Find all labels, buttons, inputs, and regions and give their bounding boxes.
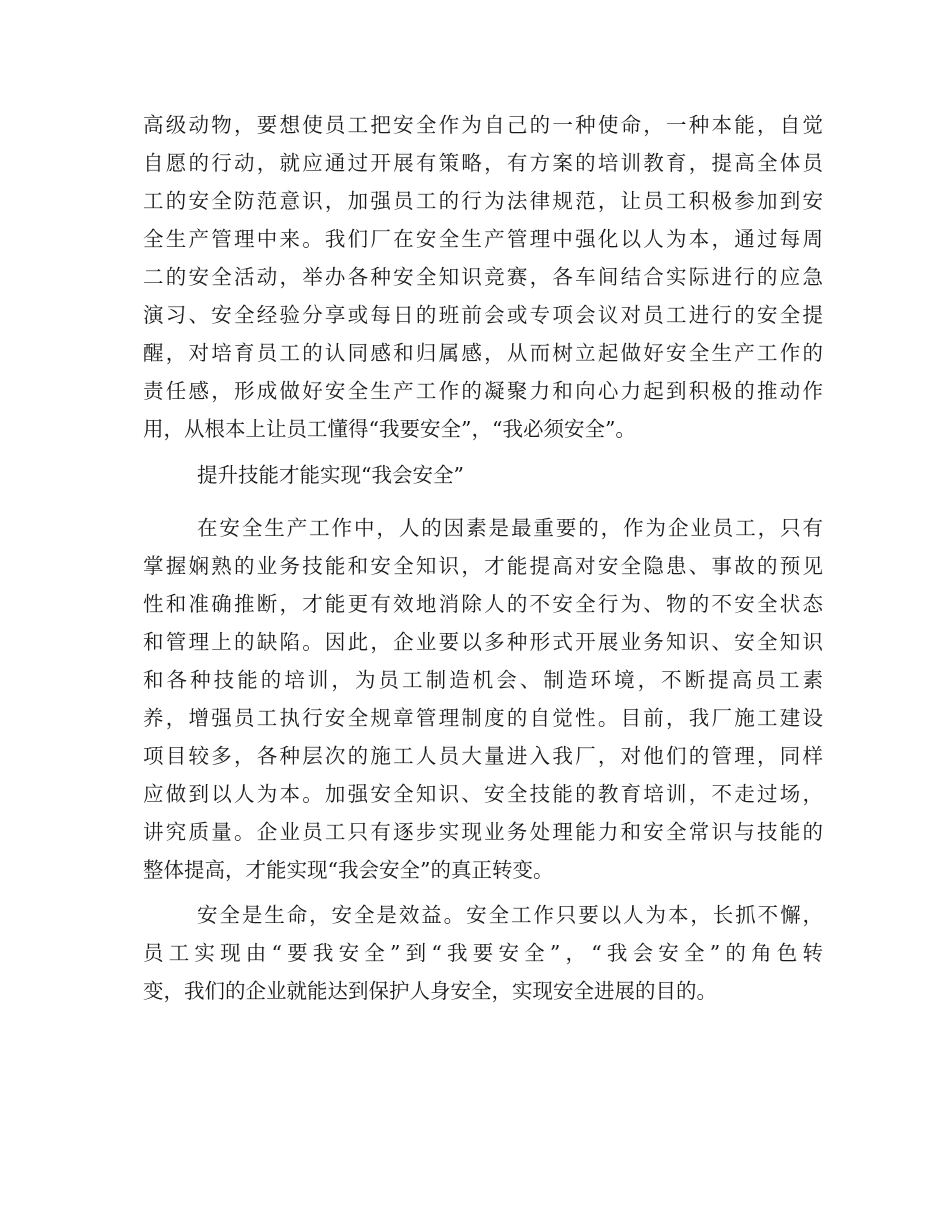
text-line: 责任感，形成做好安全生产工作的凝聚力和向心力起到积极的推动作: [143, 379, 823, 403]
text-line: 高级动物，要想使员工把安全作为自己的一种使命，一种本能，自觉: [143, 113, 823, 137]
text-line: 和各种技能的培训，为员工制造机会、制造环境，不断提高员工素: [143, 668, 823, 692]
text-line: 二的安全活动，举办各种安全知识竞赛，各车间结合实际进行的应急: [143, 265, 823, 289]
text-line: 用，从根本上让员工懂得“我要安全”，“我必须安全”。: [143, 417, 636, 441]
paragraph-conclusion: [143, 896, 823, 1010]
text-line: 安全是生命，安全是效益。安全工作只要以人为本，长抓不懈，: [197, 903, 823, 927]
text-line: 和管理上的缺陷。因此，企业要以多种形式开展业务知识、安全知识: [143, 630, 823, 654]
text-line: 项目较多，各种层次的施工人员大量进入我厂，对他们的管理，同样: [143, 744, 823, 768]
text-line: 员工实现由“要我安全”到“我要安全”，“我会安全”的角色转: [143, 941, 823, 965]
paragraph-safety-mission: [143, 106, 823, 448]
paragraph-skills-training: [143, 509, 823, 889]
section-heading: [143, 456, 823, 494]
text-line: 全生产管理中来。我们厂在安全生产管理中强化以人为本，通过每周: [143, 227, 823, 251]
text-line: 醒，对培育员工的认同感和归属感，从而树立起做好安全生产工作的: [143, 341, 823, 365]
text-line: 应做到以人为本。加强安全知识、安全技能的教育培训，不走过场，: [143, 782, 823, 806]
heading-text: 提升技能才能实现“我会安全”: [197, 463, 464, 487]
text-line: 整体提高，才能实现“我会安全”的真正转变。: [143, 858, 554, 882]
text-line: 掌握娴熟的业务技能和安全知识，才能提高对安全隐患、事故的预见: [143, 554, 823, 578]
text-line: 在安全生产工作中，人的因素是最重要的，作为企业员工，只有: [197, 516, 823, 540]
text-line: 工的安全防范意识，加强员工的行为法律规范，让员工积极参加到安: [143, 189, 823, 213]
text-line: 性和准确推断，才能更有效地消除人的不安全行为、物的不安全状态: [143, 592, 823, 616]
text-line: 讲究质量。企业员工只有逐步实现业务处理能力和安全常识与技能的: [143, 820, 823, 844]
text-line: 演习、安全经验分享或每日的班前会或专项会议对员工进行的安全提: [143, 303, 823, 327]
text-line: 变，我们的企业就能达到保护人身安全，实现安全进展的目的。: [143, 979, 717, 1003]
text-line: 养，增强员工执行安全规章管理制度的自觉性。目前，我厂施工建设: [143, 706, 823, 730]
text-line: 自愿的行动，就应通过开展有策略，有方案的培训教育，提高全体员: [143, 151, 823, 175]
